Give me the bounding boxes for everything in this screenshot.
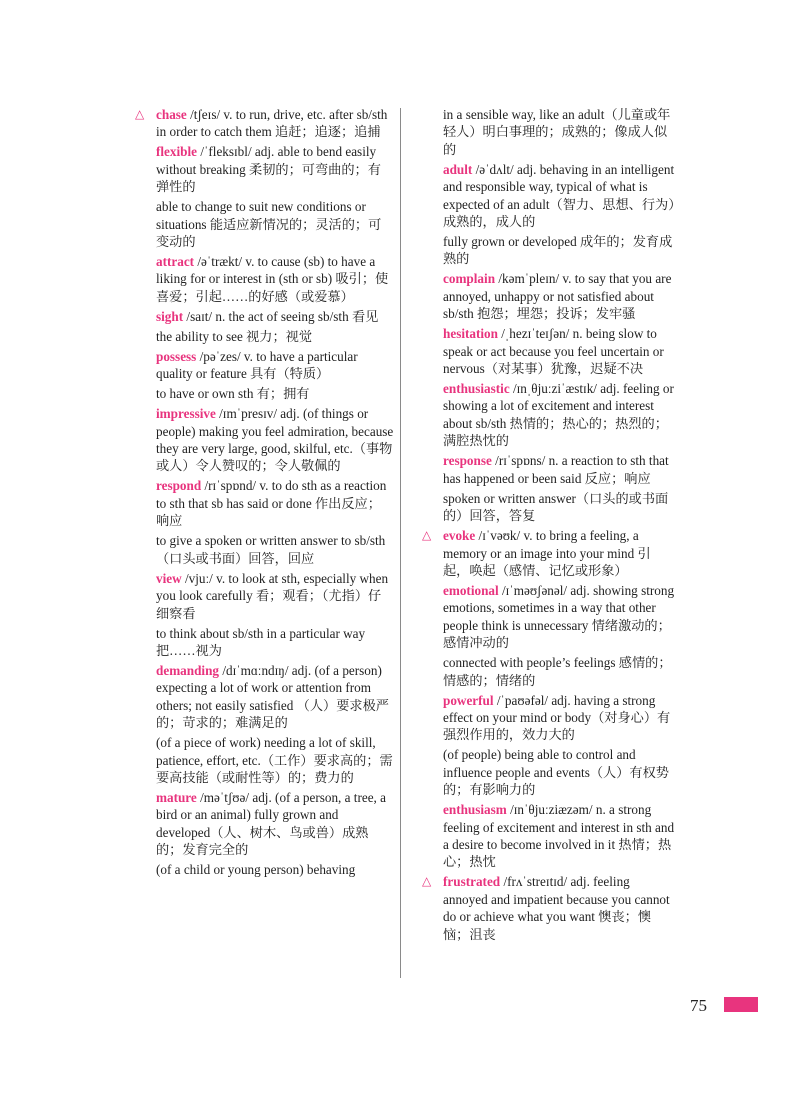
definition-text: able to change to suit new conditions or situations 能适应新情况的；灵活的；可变动的 — [156, 199, 382, 250]
headword: view — [156, 570, 182, 586]
triangle-marker-icon: △ — [135, 107, 145, 121]
headword: demanding — [156, 662, 220, 678]
headword: chase — [156, 107, 187, 122]
definition-text: connected with people’s feelings 感情的；情感的；情绪的 — [443, 655, 672, 688]
definition-text: /məˈtʃʊə/ adj. (of a person, a tree, a bird or an animal) fully grown and developed（人、树木、鸟或兽）成熟的；发育完全的 — [156, 789, 386, 858]
headword: mature — [156, 789, 197, 805]
entry-sense — [156, 532, 394, 567]
definition-text: /əˈdʌlt/ adj. behaving in an intelligent and responsible way, typical of what is expected of an adult（智力、思想、行为）成熟的，成人的 — [443, 161, 675, 230]
definition-text: /ɪˈvəʊk/ v. to bring a feeling, a memory or an image into your mind 引起，唤起（感情、记忆或形象） — [443, 528, 651, 578]
definition-text: /frʌˈstreɪtɪd/ adj. feeling annoyed and impatient because you cannot do or achieve what you want 懊丧；懊恼；沮丧 — [443, 874, 670, 942]
entry-sense — [443, 490, 677, 525]
entry-mature — [156, 789, 394, 859]
entry-response — [443, 452, 677, 487]
entry-sight — [156, 308, 394, 325]
column-divider — [400, 108, 401, 978]
entry-complain — [443, 270, 677, 322]
headword: emotional — [443, 582, 499, 598]
definition-text: /ˈfleksɪbl/ adj. able to bend easily without breaking 柔韧的；可弯曲的；有弹性的 — [156, 144, 381, 195]
headword: enthusiastic — [443, 381, 510, 397]
entry-adult — [443, 161, 677, 231]
definition-text: fully grown or developed 成年的；发育成熟的 — [443, 234, 673, 267]
headword: sight — [156, 308, 184, 324]
definition-text: to have or own sth 有；拥有 — [156, 386, 310, 402]
definition-text: in a sensible way, like an adult（儿童或年轻人）明白事理的；成熟的；像成人似的 — [443, 107, 671, 157]
definition-text: /ɪmˈpresɪv/ adj. (of things or people) making you feel admiration, because they are very large, good, skilful, etc.（事物或人）令人赞叹的；令人敬佩的 — [156, 406, 394, 474]
definition-text: /vjuː/ v. to look at sth, especially when you look carefully 看；观看；（尤指）仔细察看 — [156, 570, 389, 621]
entry-sense — [156, 385, 394, 402]
page-number: 75 — [690, 996, 707, 1015]
left-column — [135, 106, 394, 881]
entry-powerful — [443, 692, 677, 744]
definition-text: /ɪnˈθjuːziæzəm/ n. a strong feeling of excitement and interest in sth and a desire to become involved in it 热情；热心；热忱 — [443, 802, 675, 870]
definition-text: to think about sb/sth in a particular way 把……视为 — [156, 625, 366, 658]
definition-text: (of a piece of work) needing a lot of skill, patience, effort, etc.（工作）要求高的；需要高技能（或耐性等）的；费力的 — [156, 735, 393, 785]
entry-enthusiastic — [443, 380, 677, 450]
right-column — [422, 106, 677, 946]
entry-chase — [135, 106, 394, 141]
definition-text: /saɪt/ n. the act of seeing sb/sth 看见 — [183, 308, 379, 324]
headword: hesitation — [443, 326, 498, 342]
definition-text: spoken or written answer（口头的或书面的）回答，答复 — [443, 490, 669, 524]
entry-emotional — [443, 582, 677, 652]
entry-evoke — [422, 527, 677, 579]
headword: attract — [156, 254, 195, 270]
entry-sense — [443, 233, 677, 268]
entry-sense — [443, 106, 677, 158]
entry-sense — [156, 861, 394, 878]
triangle-marker-icon: △ — [422, 528, 432, 543]
entry-demanding — [156, 662, 394, 732]
entry-impressive — [156, 405, 394, 475]
definition-text: /əˈtrækt/ v. to cause (sb) to have a liking for or interest in (sth or sb) 吸引；使喜爱；引起……的好感（或爱慕） — [156, 254, 389, 304]
definition-text: /ˌhezɪˈteɪʃən/ n. being slow to speak or act because you feel uncertain or nervous（对某事）犹豫，迟疑不决 — [443, 326, 664, 377]
entry-sense — [443, 654, 677, 689]
headword: powerful — [443, 692, 494, 708]
headword: enthusiasm — [443, 802, 507, 818]
definition-text: /dɪˈmɑːndɪŋ/ adj. (of a person) expecting a lot of work or attention from others; not easily satisfied （人）要求极严的；苛求的；难满足的 — [156, 662, 389, 731]
headword: impressive — [156, 406, 216, 422]
entry-respond — [156, 477, 394, 529]
entry-sense — [156, 734, 394, 786]
entry-sense — [443, 746, 677, 798]
entry-sense — [156, 625, 394, 660]
entry-view — [156, 570, 394, 622]
definition-text: /kəmˈpleɪn/ v. to say that you are annoyed, unhappy or not satisfied about sb/sth 抱怨；埋怨；投诉；发牢骚 — [443, 271, 672, 322]
definition-text: /pəˈzes/ v. to have a particular quality or feature 具有（特质） — [156, 348, 358, 382]
definition-text: /ˈpaʊəfəl/ adj. having a strong effect on your mind or body（对身心）有强烈作用的，效力大的 — [443, 692, 671, 743]
headword: complain — [443, 271, 496, 287]
entry-attract — [156, 253, 394, 305]
definition-text: (of a child or young person) behaving — [156, 862, 356, 878]
entry-hesitation — [443, 325, 677, 377]
headword: adult — [443, 161, 473, 177]
triangle-marker-icon: △ — [422, 874, 432, 889]
definition-text: /ɪˈməʊʃənəl/ adj. showing strong emotions, sometimes in a way that other people think is unnecessary 情绪激动的；感情冲动的 — [443, 582, 675, 651]
definition-text: /tʃeɪs/ v. to run, drive, etc. after sb/sth in order to catch them 追赶；追逐；追捕 — [156, 107, 388, 140]
entry-frustrated — [422, 873, 677, 943]
definition-text: /rɪˈspɒnd/ v. to do sth as a reaction to sth that sb has said or done 作出反应；响应 — [156, 478, 387, 529]
headword: flexible — [156, 144, 198, 160]
definition-text: (of people) being able to control and influence people and events（人）有权势的；有影响力的 — [443, 747, 669, 798]
definition-text: /rɪˈspɒns/ n. a reaction to sth that has happened or been said 反应；响应 — [443, 453, 669, 486]
headword: frustrated — [443, 874, 501, 890]
entry-enthusiasm — [443, 801, 677, 871]
entry-sense — [156, 198, 394, 250]
entry-sense — [156, 328, 394, 345]
headword: evoke — [443, 528, 476, 544]
entry-flexible — [156, 143, 394, 195]
headword: respond — [156, 478, 202, 494]
entry-possess — [156, 348, 394, 383]
headword: possess — [156, 348, 197, 364]
headword: response — [443, 453, 492, 469]
page-tab-bar — [724, 997, 758, 1012]
definition-text: to give a spoken or written answer to sb/sth （口头或书面）回答，回应 — [156, 533, 386, 566]
definition-text: /ɪnˌθjuːziˈæstɪk/ adj. feeling or showing a lot of excitement and interest about sb/sth 热情的；热心的；热烈的；满腔热忱的 — [443, 381, 674, 449]
definition-text: the ability to see 视力；视觉 — [156, 328, 313, 344]
